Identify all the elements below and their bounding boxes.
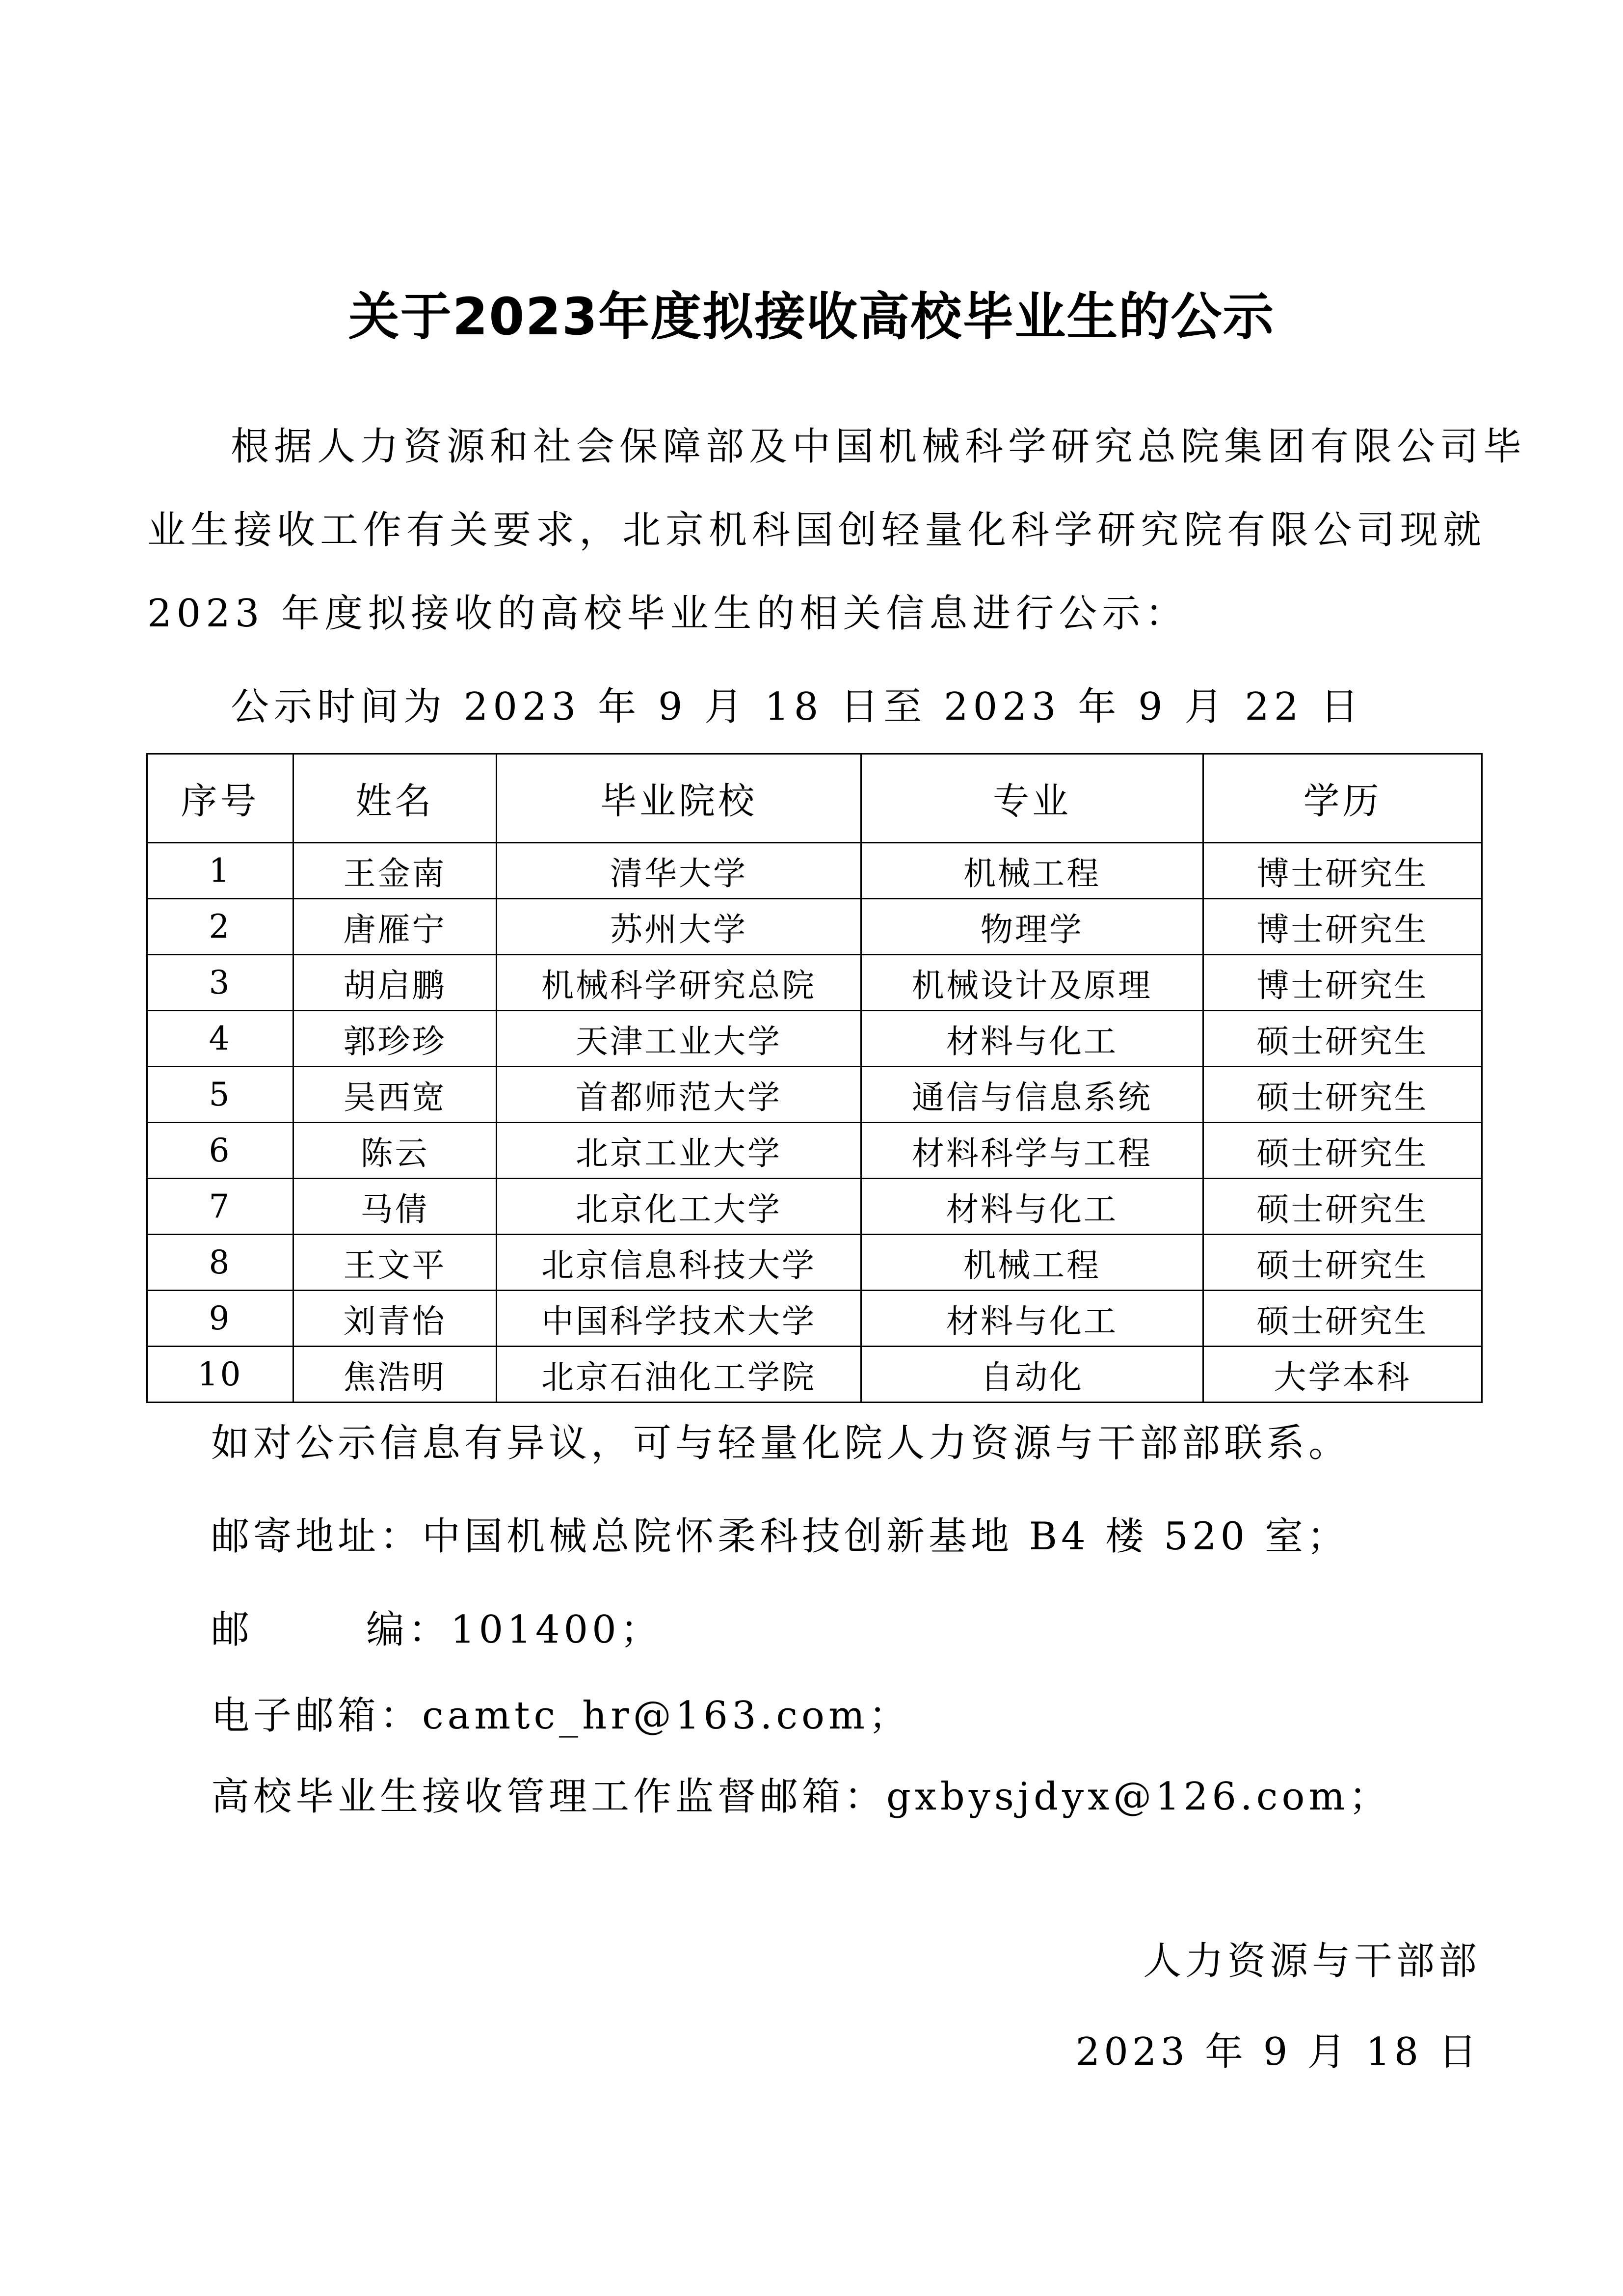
cell-school: 苏州大学 [497, 899, 861, 955]
table-row [147, 1067, 1482, 1123]
cell-index: 7 [147, 1179, 293, 1235]
cell-index: 3 [147, 955, 293, 1011]
header-name: 姓名 [293, 754, 497, 843]
cell-name: 王金南 [293, 843, 497, 899]
cell-school: 北京化工大学 [497, 1179, 861, 1235]
paragraph-line-1: 根据人力资源和社会保障部及中国机械科学研究总院集团有限公司毕 [231, 425, 1527, 469]
cell-school: 天津工业大学 [497, 1011, 861, 1067]
header-index: 序号 [147, 754, 293, 843]
cell-index: 8 [147, 1235, 293, 1291]
mailing-address: 邮寄地址：中国机械总院怀柔科技创新基地 B4 楼 520 室； [211, 1514, 1350, 1559]
cell-index: 5 [147, 1067, 293, 1123]
cell-name: 陈云 [293, 1123, 497, 1179]
cell-name: 焦浩明 [293, 1347, 497, 1403]
cell-index: 1 [147, 843, 293, 899]
cell-degree: 博士研究生 [1203, 843, 1482, 899]
cell-index: 4 [147, 1011, 293, 1067]
table-row [147, 843, 1482, 899]
header-major: 专业 [861, 754, 1203, 843]
cell-major: 材料与化工 [861, 1291, 1203, 1347]
signature-department: 人力资源与干部部 [1143, 1939, 1481, 1983]
table-row [147, 1123, 1482, 1179]
cell-degree: 博士研究生 [1203, 955, 1482, 1011]
cell-degree: 硕士研究生 [1203, 1291, 1482, 1347]
table-row [147, 1011, 1482, 1067]
signature-date: 2023 年 9 月 18 日 [1075, 2030, 1481, 2074]
objection-note: 如对公示信息有异议，可与轻量化院人力资源与干部部联系。 [211, 1421, 1351, 1465]
cell-school: 机械科学研究总院 [497, 955, 861, 1011]
supervision-email: 高校毕业生接收管理工作监督邮箱：gxbysjdyx@126.com； [211, 1775, 1391, 1819]
cell-degree: 博士研究生 [1203, 899, 1482, 955]
cell-major: 物理学 [861, 899, 1203, 955]
cell-name: 唐雁宁 [293, 899, 497, 955]
cell-major: 机械工程 [861, 843, 1203, 899]
cell-index: 9 [147, 1291, 293, 1347]
cell-major: 材料与化工 [861, 1011, 1203, 1067]
cell-degree: 硕士研究生 [1203, 1235, 1482, 1291]
postcode-value: 编：101400； [366, 1608, 663, 1652]
cell-degree: 硕士研究生 [1203, 1067, 1482, 1123]
cell-name: 郭珍珍 [293, 1011, 497, 1067]
cell-name: 刘青怡 [293, 1291, 497, 1347]
cell-school: 北京工业大学 [497, 1123, 861, 1179]
header-school: 毕业院校 [497, 754, 861, 843]
table-row [147, 899, 1482, 955]
graduate-table [146, 753, 1483, 1403]
cell-school: 北京石油化工学院 [497, 1347, 861, 1403]
cell-name: 王文平 [293, 1235, 497, 1291]
cell-major: 材料科学与工程 [861, 1123, 1203, 1179]
cell-name: 马倩 [293, 1179, 497, 1235]
cell-school: 中国科学技术大学 [497, 1291, 861, 1347]
cell-school: 清华大学 [497, 843, 861, 899]
cell-major: 材料与化工 [861, 1179, 1203, 1235]
cell-index: 6 [147, 1123, 293, 1179]
cell-degree: 硕士研究生 [1203, 1011, 1482, 1067]
header-degree: 学历 [1203, 754, 1482, 843]
contact-email: 电子邮箱：camtc_hr@163.com； [211, 1694, 911, 1738]
cell-school: 北京信息科技大学 [497, 1235, 861, 1291]
postcode [211, 1603, 663, 1657]
cell-degree: 硕士研究生 [1203, 1123, 1482, 1179]
cell-name: 胡启鹏 [293, 955, 497, 1011]
cell-major: 自动化 [861, 1347, 1203, 1403]
cell-index: 10 [147, 1347, 293, 1403]
cell-major: 通信与信息系统 [861, 1067, 1203, 1123]
cell-degree: 大学本科 [1203, 1347, 1482, 1403]
cell-school: 首都师范大学 [497, 1067, 861, 1123]
cell-major: 机械设计及原理 [861, 955, 1203, 1011]
cell-name: 吴西宽 [293, 1067, 497, 1123]
publicity-period: 公示时间为 2023 年 9 月 18 日至 2023 年 9 月 22 日 [231, 685, 1364, 729]
cell-degree: 硕士研究生 [1203, 1179, 1482, 1235]
cell-index: 2 [147, 899, 293, 955]
table-row [147, 1179, 1482, 1235]
table-row [147, 1347, 1482, 1403]
document-title: 关于2023年度拟接收高校毕业生的公示 [348, 287, 1275, 347]
table-row [147, 955, 1482, 1011]
table-header-row [147, 754, 1482, 843]
paragraph-line-2: 业生接收工作有关要求，北京机科国创轻量化科学研究院有限公司现就 [147, 508, 1487, 552]
cell-major: 机械工程 [861, 1235, 1203, 1291]
postcode-label-start: 邮 [211, 1608, 254, 1652]
table-row [147, 1291, 1482, 1347]
paragraph-line-3: 2023 年度拟接收的高校毕业生的相关信息进行公示： [147, 592, 1189, 636]
table-row [147, 1235, 1482, 1291]
